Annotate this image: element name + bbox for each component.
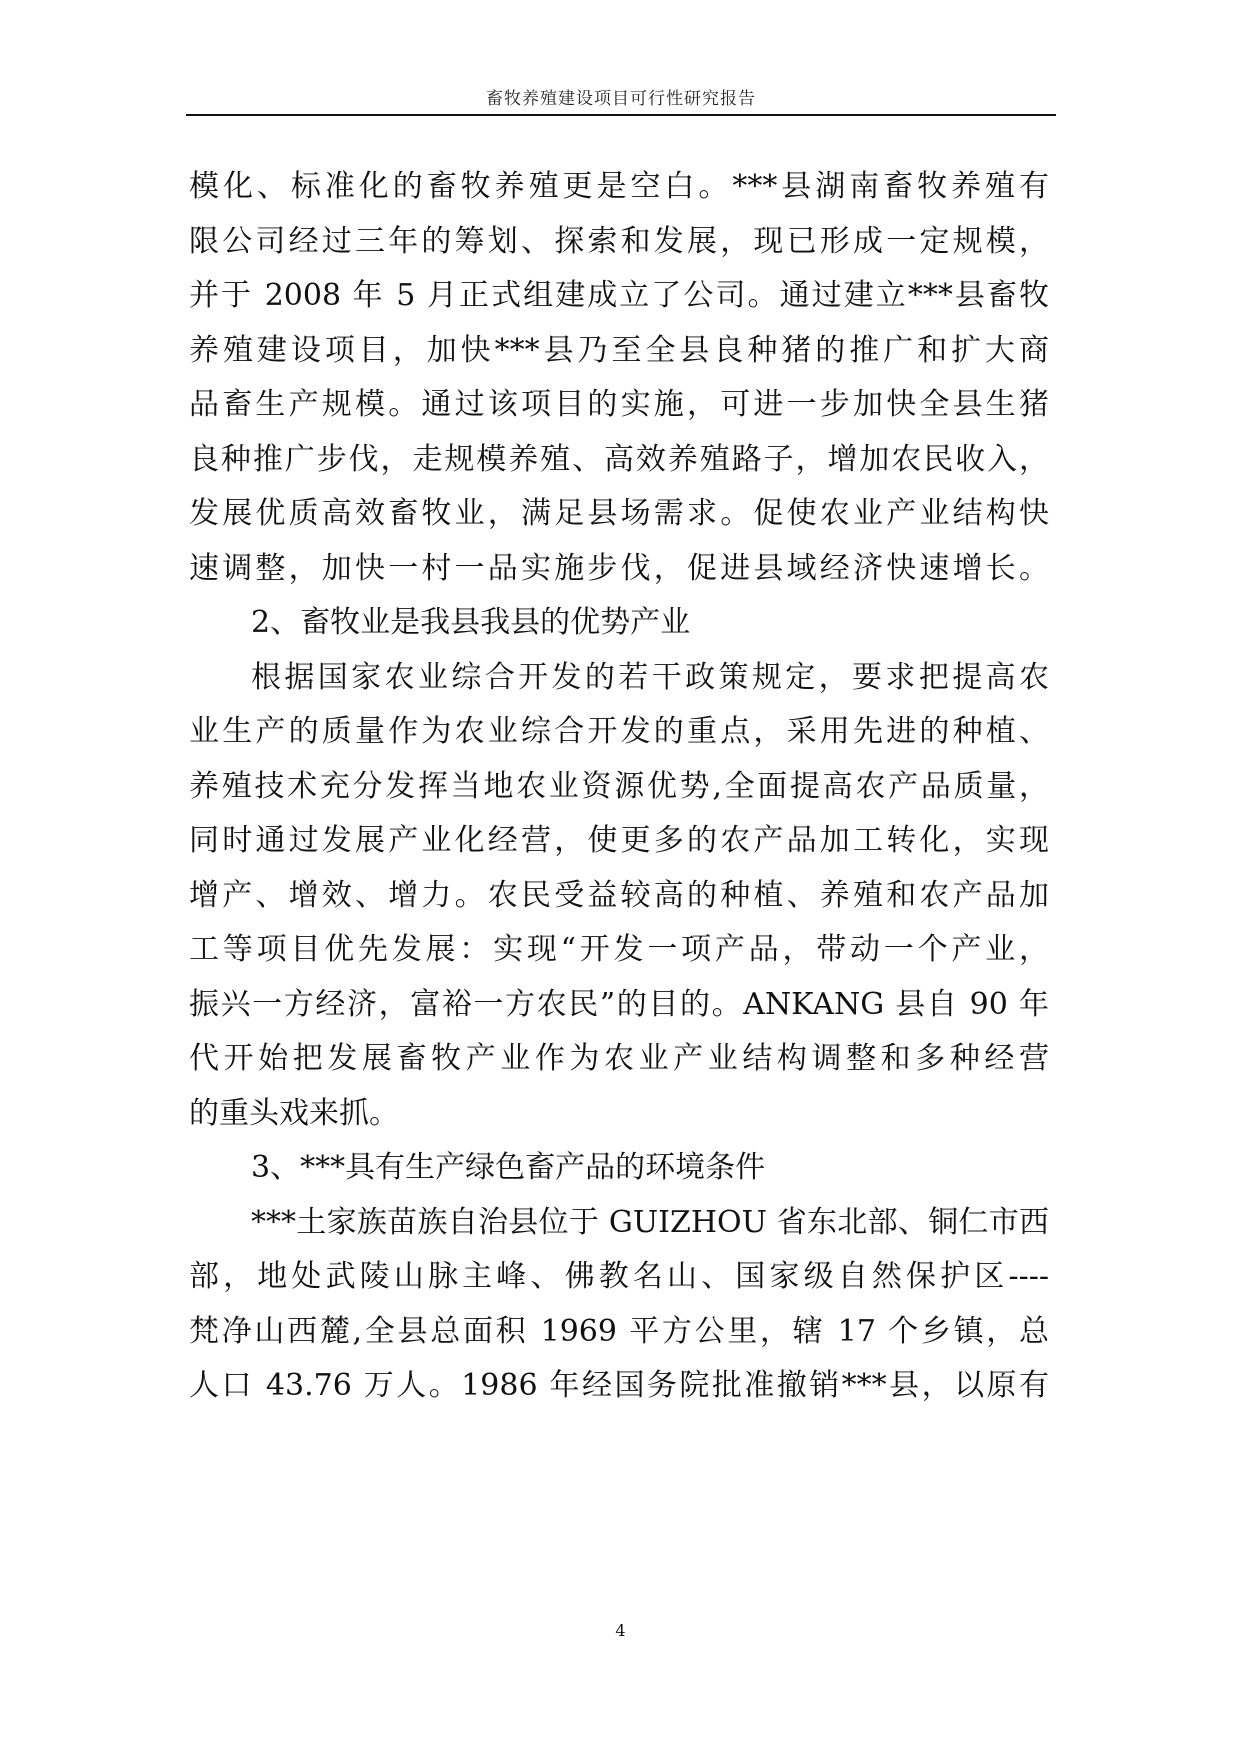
text-line: 振兴一方经济，富裕一方农民”的目的。ANKANG 县自 90 年 bbox=[189, 986, 1049, 1022]
running-header-title: 畜牧养殖建设项目可行性研究报告 bbox=[486, 89, 756, 109]
header-divider bbox=[186, 114, 1056, 116]
text-line: 限公司经过三年的筹划、探索和发展，现已形成一定规模， bbox=[189, 223, 1049, 259]
section-heading: 3、***具有生产绿色畜产品的环境条件 bbox=[251, 1150, 766, 1185]
text-line: 代开始把发展畜牧产业作为农业产业结构调整和多种经营 bbox=[189, 1041, 1049, 1076]
text-line: 部，地处武陵山脉主峰、佛教名山、国家级自然保护区---- bbox=[189, 1259, 1049, 1294]
text-line: 业生产的质量作为农业综合开发的重点，采用先进的种植、 bbox=[189, 714, 1049, 749]
text-line: ***土家族苗族自治县位于 GUIZHOU 省东北部、铜仁市西 bbox=[251, 1204, 1049, 1240]
section-heading: 2、畜牧业是我县我县的优势产业 bbox=[251, 605, 691, 640]
text-line: 增产、增效、增力。农民受益较高的种植、养殖和农产品加 bbox=[189, 877, 1049, 913]
text-line: 人口 43.76 万人。1986 年经国务院批准撤销***县，以原有 bbox=[189, 1368, 1049, 1403]
text-line: 工等项目优先发展：实现“开发一项产品，带动一个产业， bbox=[189, 932, 1049, 967]
body-text bbox=[189, 160, 1049, 1414]
text-line: 模化、标准化的畜牧养殖更是空白。***县湖南畜牧养殖有 bbox=[189, 169, 1049, 204]
text-line: 养殖建设项目，加快***县乃至全县良种猪的推广和扩大商 bbox=[189, 332, 1049, 368]
text-line: 同时通过发展产业化经营，使更多的农产品加工转化，实现 bbox=[189, 823, 1049, 858]
text-line: 的重头戏来抓。 bbox=[189, 1095, 399, 1131]
page-number: 4 bbox=[615, 1621, 626, 1640]
text-line: 速调整，加快一村一品实施步伐，促进县域经济快速增长。 bbox=[189, 550, 1049, 586]
text-line: 并于 2008 年 5 月正式组建成立了公司。通过建立***县畜牧 bbox=[189, 278, 1049, 313]
text-line: 养殖技术充分发挥当地农业资源优势,全面提高农产品质量， bbox=[189, 768, 1049, 804]
text-line: 良种推广步伐，走规模养殖、高效养殖路子，增加农民收入， bbox=[189, 441, 1049, 477]
text-line: 梵净山西麓,全县总面积 1969 平方公里，辖 17 个乡镇，总 bbox=[189, 1313, 1049, 1349]
text-line: 品畜生产规模。通过该项目的实施，可进一步加快全县生猪 bbox=[189, 387, 1049, 422]
text-line: 根据国家农业综合开发的若干政策规定，要求把提高农 bbox=[251, 659, 1049, 695]
text-line: 发展优质高效畜牧业，满足县场需求。促使农业产业结构快 bbox=[189, 496, 1049, 531]
